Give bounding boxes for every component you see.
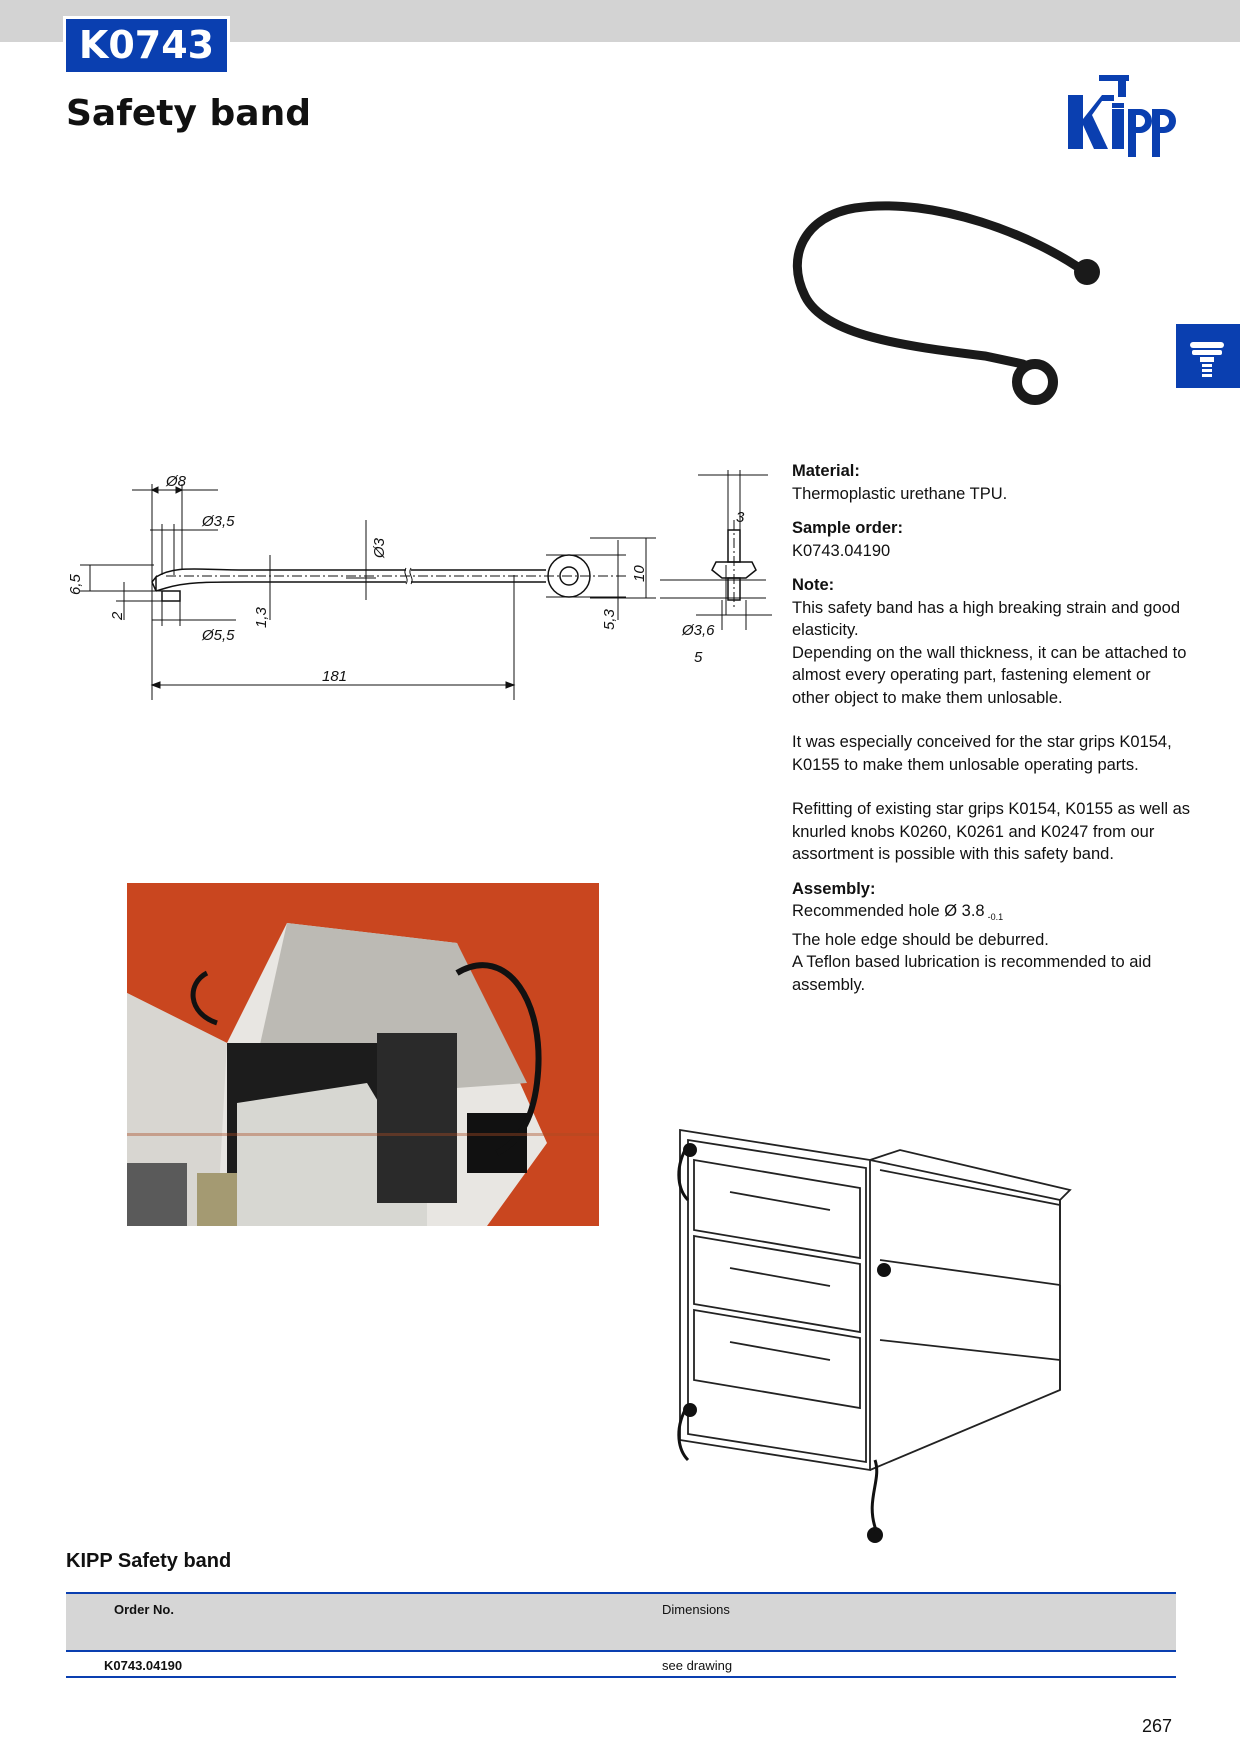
machine-application-photo <box>127 883 599 1226</box>
dim-h2: 2 <box>109 611 126 620</box>
dim-w5: 5 <box>694 649 703 666</box>
material-value: Thermoplastic urethane TPU. <box>792 484 1008 503</box>
dim-d35: Ø3,5 <box>202 513 235 530</box>
assembly-label: Assembly: <box>792 879 876 898</box>
dim-d8: Ø8 <box>166 473 187 490</box>
dim-w3: 3 <box>736 509 745 526</box>
dim-h10: 10 <box>631 565 648 582</box>
sample-order-value: K0743.04190 <box>792 541 891 560</box>
cell-dimensions: see drawing <box>662 1658 733 1673</box>
assembly-hole <box>792 900 1192 929</box>
assembly-paragraph-2: The hole edge should be deburred. <box>792 930 1049 949</box>
table-header-row <box>66 1592 1176 1652</box>
dim-d3: Ø3 <box>371 537 388 558</box>
assembly-tolerance: -0.1 <box>987 912 1004 922</box>
product-info <box>792 460 1192 996</box>
sample-order-label: Sample order: <box>792 519 903 537</box>
dim-l181: 181 <box>322 668 348 685</box>
dim-d55: Ø5,5 <box>202 627 235 644</box>
kipp-logo <box>1068 75 1180 157</box>
table-title: KIPP Safety band <box>66 1550 232 1572</box>
category-tab[interactable] <box>1176 324 1240 388</box>
note-paragraph-4: Refitting of existing star grips K0154, K0155 as well as knurled knobs K0260, K0261 and K0247 from our assortment is possible with this safety band. <box>792 800 1191 863</box>
note-paragraph-3: It was especially conceived for the star grips K0154, K0155 to make them unlosable operating parts. <box>792 733 1172 774</box>
material-label: Material: <box>792 462 860 480</box>
dim-d36: Ø3,6 <box>682 622 715 639</box>
table-row[interactable] <box>66 1652 1176 1678</box>
page-title: Safety band <box>66 93 311 134</box>
product-code-badge: K0743 <box>66 19 227 72</box>
dim-h53: 5,3 <box>601 609 618 630</box>
note-paragraph-1: This safety band has a high breaking strain and good elasticity. <box>792 598 1181 639</box>
assembly-paragraph-3: A Teflon based lubrication is recommended to aid assembly. <box>792 953 1152 994</box>
knob-product-category-icon <box>1176 324 1240 388</box>
cell-order-no: K0743.04190 <box>104 1658 183 1673</box>
technical-drawing <box>66 470 786 710</box>
safety-band-photo <box>785 196 1115 410</box>
note-paragraph-2: Depending on the wall thickness, it can be attached to almost every operating part, fastening element or other object to make them unlosable. <box>792 643 1187 707</box>
dim-h13: 1,3 <box>253 607 270 628</box>
header-dimensions: Dimensions <box>662 1602 730 1617</box>
drawer-cabinet-illustration <box>670 1110 1090 1550</box>
assembly-hole-text: Recommended hole Ø 3.8 <box>792 902 985 920</box>
dim-h65: 6,5 <box>67 574 84 595</box>
page-number: 267 <box>1142 1716 1173 1736</box>
header-order-no: Order No. <box>114 1602 174 1617</box>
order-table <box>66 1592 1176 1678</box>
note-label: Note: <box>792 576 835 594</box>
